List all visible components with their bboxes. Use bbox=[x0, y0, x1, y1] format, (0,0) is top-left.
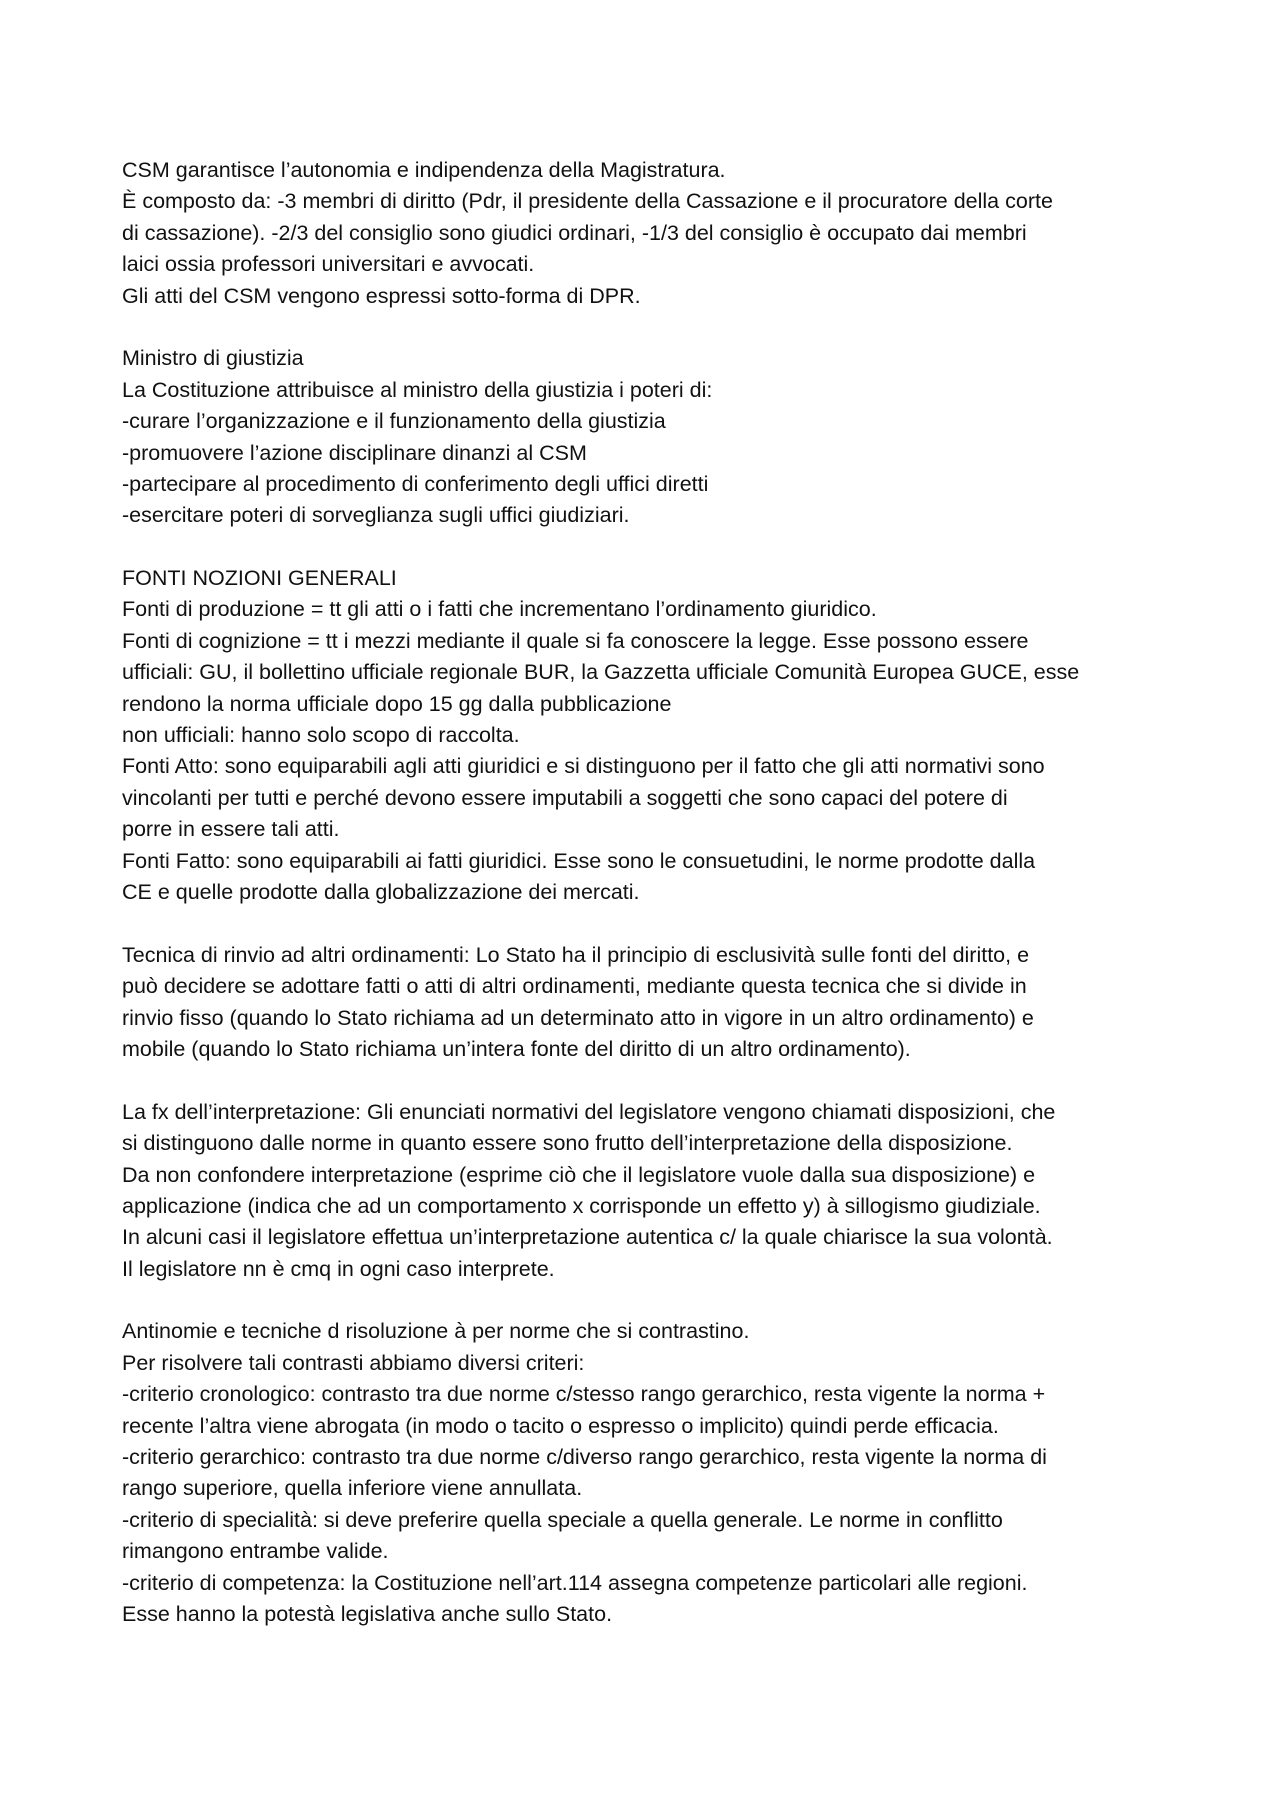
text-line: Fonti Fatto: sono equiparabili ai fatti giuridici. Esse sono le consuetudini, le norme prodotte dalla bbox=[122, 848, 1036, 873]
text-line: -criterio di specialità: si deve preferire quella speciale a quella generale. Le norme in conflitto bbox=[122, 1507, 1003, 1532]
paragraph-spacer bbox=[122, 312, 1172, 343]
text-line: Fonti Atto: sono equiparabili agli atti giuridici e si distinguono per il fatto che gli atti normativi sono bbox=[122, 754, 1045, 779]
text-line: È composto da: -3 membri di diritto (Pdr, il presidente della Cassazione e il procuratore della corte bbox=[122, 189, 1053, 214]
text-line: può decidere se adottare fatti o atti di altri ordinamenti, mediante questa tecnica che si divide in bbox=[122, 974, 1027, 999]
paragraph-spacer bbox=[122, 532, 1172, 563]
paragraph-fonti bbox=[122, 563, 1172, 908]
text-line: La fx dell’interpretazione: Gli enunciati normativi del legislatore vengono chiamati disposizioni, che bbox=[122, 1099, 1056, 1124]
paragraph-spacer bbox=[122, 908, 1172, 939]
text-line: -esercitare poteri di sorveglianza sugli uffici giudiziari. bbox=[122, 503, 630, 528]
text-line: mobile (quando lo Stato richiama un’intera fonte del diritto di un altro ordinamento). bbox=[122, 1036, 911, 1061]
text-line: CE e quelle prodotte dalla globalizzazione dei mercati. bbox=[122, 879, 640, 904]
paragraph-spacer bbox=[122, 1065, 1172, 1096]
text-line: recente l’altra viene abrogata (in modo o tacito o espresso o implicito) quindi perde efficacia. bbox=[122, 1413, 999, 1438]
text-line: -criterio cronologico: contrasto tra due norme c/stesso rango gerarchico, resta vigente la norma + bbox=[122, 1382, 1046, 1407]
text-line: Fonti di produzione = tt gli atti o i fatti che incrementano l’ordinamento giuridico. bbox=[122, 597, 877, 622]
paragraph-ministro bbox=[122, 343, 1172, 531]
paragraph-antinomie bbox=[122, 1316, 1172, 1630]
paragraph-csm bbox=[122, 155, 1172, 312]
text-line: non ufficiali: hanno solo scopo di raccolta. bbox=[122, 723, 520, 748]
text-line: Gli atti del CSM vengono espressi sotto-forma di DPR. bbox=[122, 283, 641, 308]
text-line: porre in essere tali atti. bbox=[122, 817, 340, 842]
document-page bbox=[122, 155, 1172, 1630]
text-line: rimangono entrambe valide. bbox=[122, 1539, 389, 1564]
text-line: Fonti di cognizione = tt i mezzi mediante il quale si fa conoscere la legge. Esse possono essere bbox=[122, 628, 1029, 653]
text-line: -criterio gerarchico: contrasto tra due norme c/diverso rango gerarchico, resta vigente la norma di bbox=[122, 1445, 1047, 1470]
text-line: Per risolvere tali contrasti abbiamo diversi criteri: bbox=[122, 1350, 585, 1375]
text-line: si distinguono dalle norme in quanto essere sono frutto dell’interpretazione della disposizione. bbox=[122, 1131, 1013, 1156]
text-line: -criterio di competenza: la Costituzione nell’art.114 assegna competenze particolari alle regioni. bbox=[122, 1570, 1028, 1595]
paragraph-spacer bbox=[122, 1285, 1172, 1316]
text-line: rendono la norma ufficiale dopo 15 gg dalla pubblicazione bbox=[122, 691, 672, 716]
text-line: In alcuni casi il legislatore effettua un’interpretazione autentica c/ la quale chiarisce la sua volontà. bbox=[122, 1225, 1053, 1250]
text-line: Da non confondere interpretazione (esprime ciò che il legislatore vuole dalla sua disposizione) e bbox=[122, 1162, 1036, 1187]
text-line: Il legislatore nn è cmq in ogni caso interprete. bbox=[122, 1256, 555, 1281]
section-heading: FONTI NOZIONI GENERALI bbox=[122, 566, 397, 591]
text-line: applicazione (indica che ad un comportamento x corrisponde un effetto y) à sillogismo giudiziale. bbox=[122, 1193, 1041, 1218]
text-line: -partecipare al procedimento di conferimento degli uffici diretti bbox=[122, 471, 709, 496]
text-line: Esse hanno la potestà legislativa anche sullo Stato. bbox=[122, 1601, 613, 1626]
text-line: La Costituzione attribuisce al ministro della giustizia i poteri di: bbox=[122, 377, 713, 402]
text-line: Tecnica di rinvio ad altri ordinamenti: Lo Stato ha il principio di esclusività sulle fonti del diritto, e bbox=[122, 942, 1030, 967]
text-line: Antinomie e tecniche d risoluzione à per norme che si contrastino. bbox=[122, 1319, 750, 1344]
text-line: -promuovere l’azione disciplinare dinanzi al CSM bbox=[122, 440, 587, 465]
text-line: vincolanti per tutti e perché devono essere imputabili a soggetti che sono capaci del potere di bbox=[122, 785, 1008, 810]
paragraph-rinvio bbox=[122, 940, 1172, 1066]
section-heading: Ministro di giustizia bbox=[122, 346, 304, 371]
text-line: laici ossia professori universitari e avvocati. bbox=[122, 252, 535, 277]
text-line: rinvio fisso (quando lo Stato richiama ad un determinato atto in vigore in un altro ordinamento) e bbox=[122, 1005, 1034, 1030]
text-line: ufficiali: GU, il bollettino ufficiale regionale BUR, la Gazzetta ufficiale Comunità Europea GUCE, esse bbox=[122, 660, 1080, 685]
text-line: rango superiore, quella inferiore viene annullata. bbox=[122, 1476, 583, 1501]
paragraph-interpretazione bbox=[122, 1097, 1172, 1285]
text-line: -curare l’organizzazione e il funzionamento della giustizia bbox=[122, 409, 666, 434]
text-line: CSM garantisce l’autonomia e indipendenza della Magistratura. bbox=[122, 158, 726, 182]
text-line: di cassazione). -2/3 del consiglio sono giudici ordinari, -1/3 del consiglio è occupato dai membri bbox=[122, 220, 1027, 245]
